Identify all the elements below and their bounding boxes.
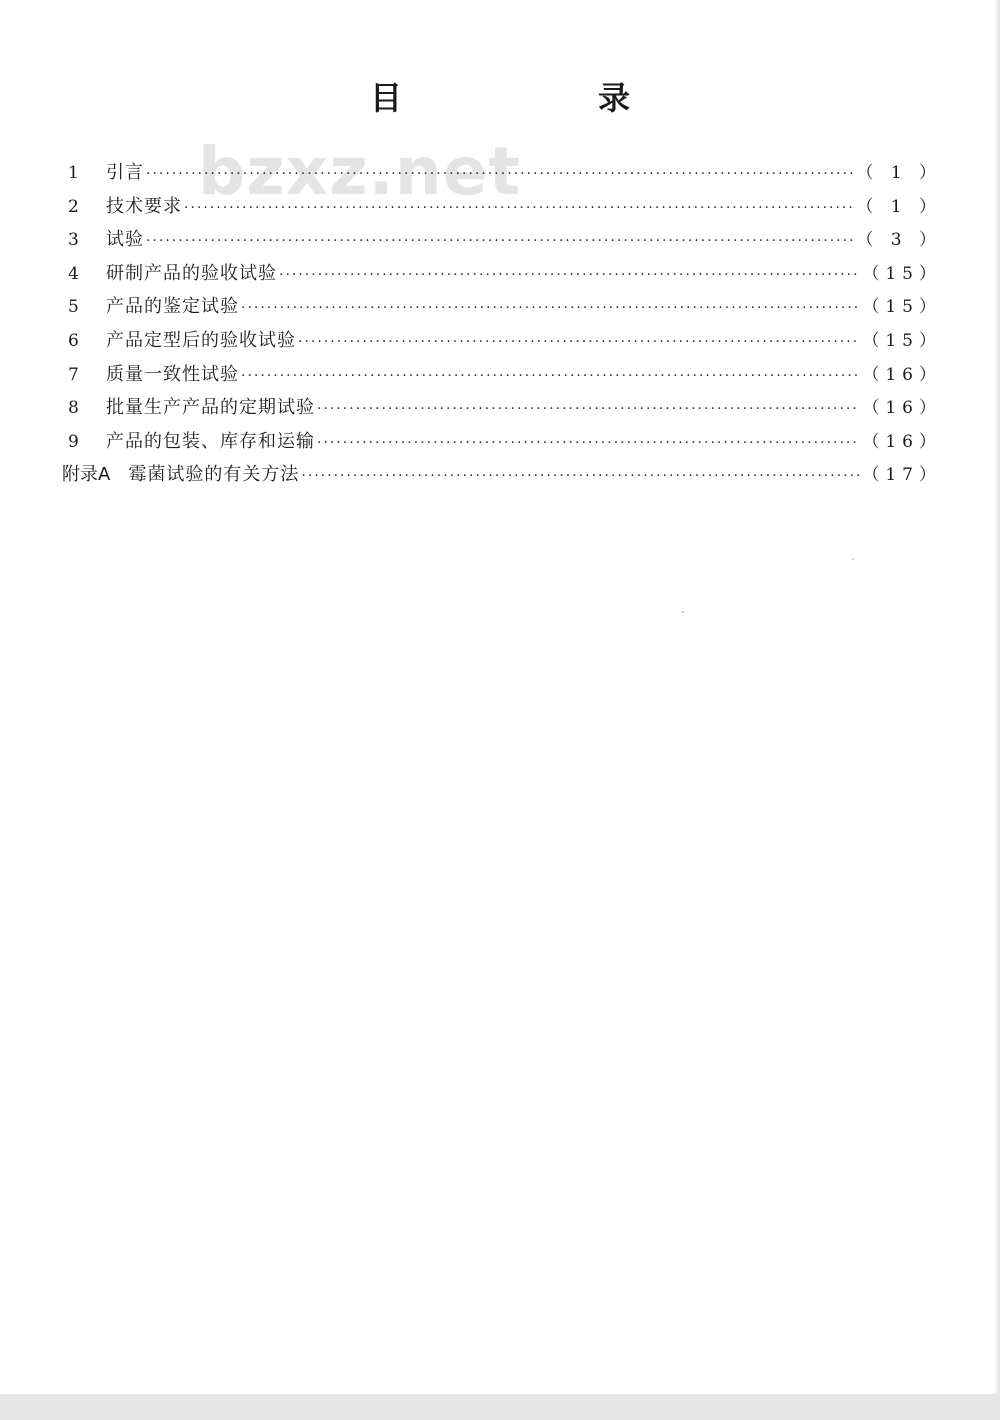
toc-entry-page: （15） (862, 263, 942, 284)
toc-entry-number: 附录A (62, 464, 111, 486)
toc-entry-title: 技术要求 (106, 195, 182, 217)
toc-entry-page: （16） (862, 364, 942, 385)
toc-entry-number: 1 (68, 163, 79, 183)
toc-leader-dots (241, 292, 860, 326)
toc-entry-7[interactable] (62, 358, 942, 392)
toc-entry-number: 2 (68, 196, 79, 217)
toc-entry-appendix-a[interactable] (62, 458, 942, 492)
toc-entry-number: 5 (68, 297, 79, 318)
page-edge-shadow (994, 0, 1000, 1394)
table-of-contents (62, 156, 942, 492)
toc-entry-title: 产品的包装、库存和运输 (106, 430, 315, 452)
scan-speck (682, 611, 684, 613)
toc-entry-number: 8 (68, 398, 79, 419)
toc-entry-title: 研制产品的验收试验 (106, 262, 277, 284)
toc-entry-number: 9 (68, 431, 79, 452)
toc-entry-page: （ 1 ） (856, 163, 942, 183)
toc-entry-title: 产品定型后的验收试验 (106, 329, 296, 351)
toc-entry-2[interactable] (62, 190, 942, 224)
toc-entry-1[interactable] (62, 156, 942, 190)
toc-entry-title: 引言 (106, 162, 144, 183)
toc-entry-page: （16） (862, 431, 942, 452)
toc-entry-page: （15） (862, 330, 942, 351)
toc-entry-page: （ 3 ） (856, 230, 942, 251)
toc-leader-dots (241, 360, 860, 394)
toc-entry-5[interactable] (62, 290, 942, 324)
toc-entry-page: （17） (862, 465, 942, 486)
watermark: bzxz.net (198, 133, 522, 210)
toc-entry-title: 试验 (106, 229, 144, 251)
toc-leader-dots (184, 192, 854, 226)
toc-entry-6[interactable] (62, 324, 942, 358)
toc-entry-number: 6 (68, 330, 79, 351)
toc-leader-dots (317, 393, 860, 427)
toc-leader-dots (301, 460, 860, 494)
viewer-bottom-bar (0, 1394, 1000, 1420)
toc-leader-dots (146, 225, 854, 259)
toc-entry-title: 质量一致性试验 (106, 363, 239, 385)
toc-entry-title: 霉菌试验的有关方法 (128, 464, 300, 486)
toc-entry-8[interactable] (62, 391, 942, 425)
toc-entry-page: （15） (862, 297, 942, 318)
toc-entry-title: 产品的鉴定试验 (106, 296, 239, 318)
toc-entry-9[interactable] (62, 425, 942, 459)
scan-speck (852, 558, 854, 560)
toc-leader-dots (279, 259, 860, 293)
toc-leader-dots (317, 427, 860, 461)
page-title: 目 录 (369, 79, 712, 117)
toc-entry-page: （16） (862, 398, 942, 419)
toc-entry-3[interactable] (62, 223, 942, 257)
toc-entry-page: （ 1 ） (856, 196, 942, 217)
toc-entry-number: 7 (68, 364, 79, 385)
toc-entry-title: 批量生产产品的定期试验 (106, 397, 315, 419)
toc-leader-dots (146, 158, 854, 192)
toc-entry-number: 4 (68, 263, 79, 284)
toc-entry-4[interactable] (62, 257, 942, 291)
toc-entry-number: 3 (68, 230, 79, 251)
toc-leader-dots (298, 326, 860, 360)
